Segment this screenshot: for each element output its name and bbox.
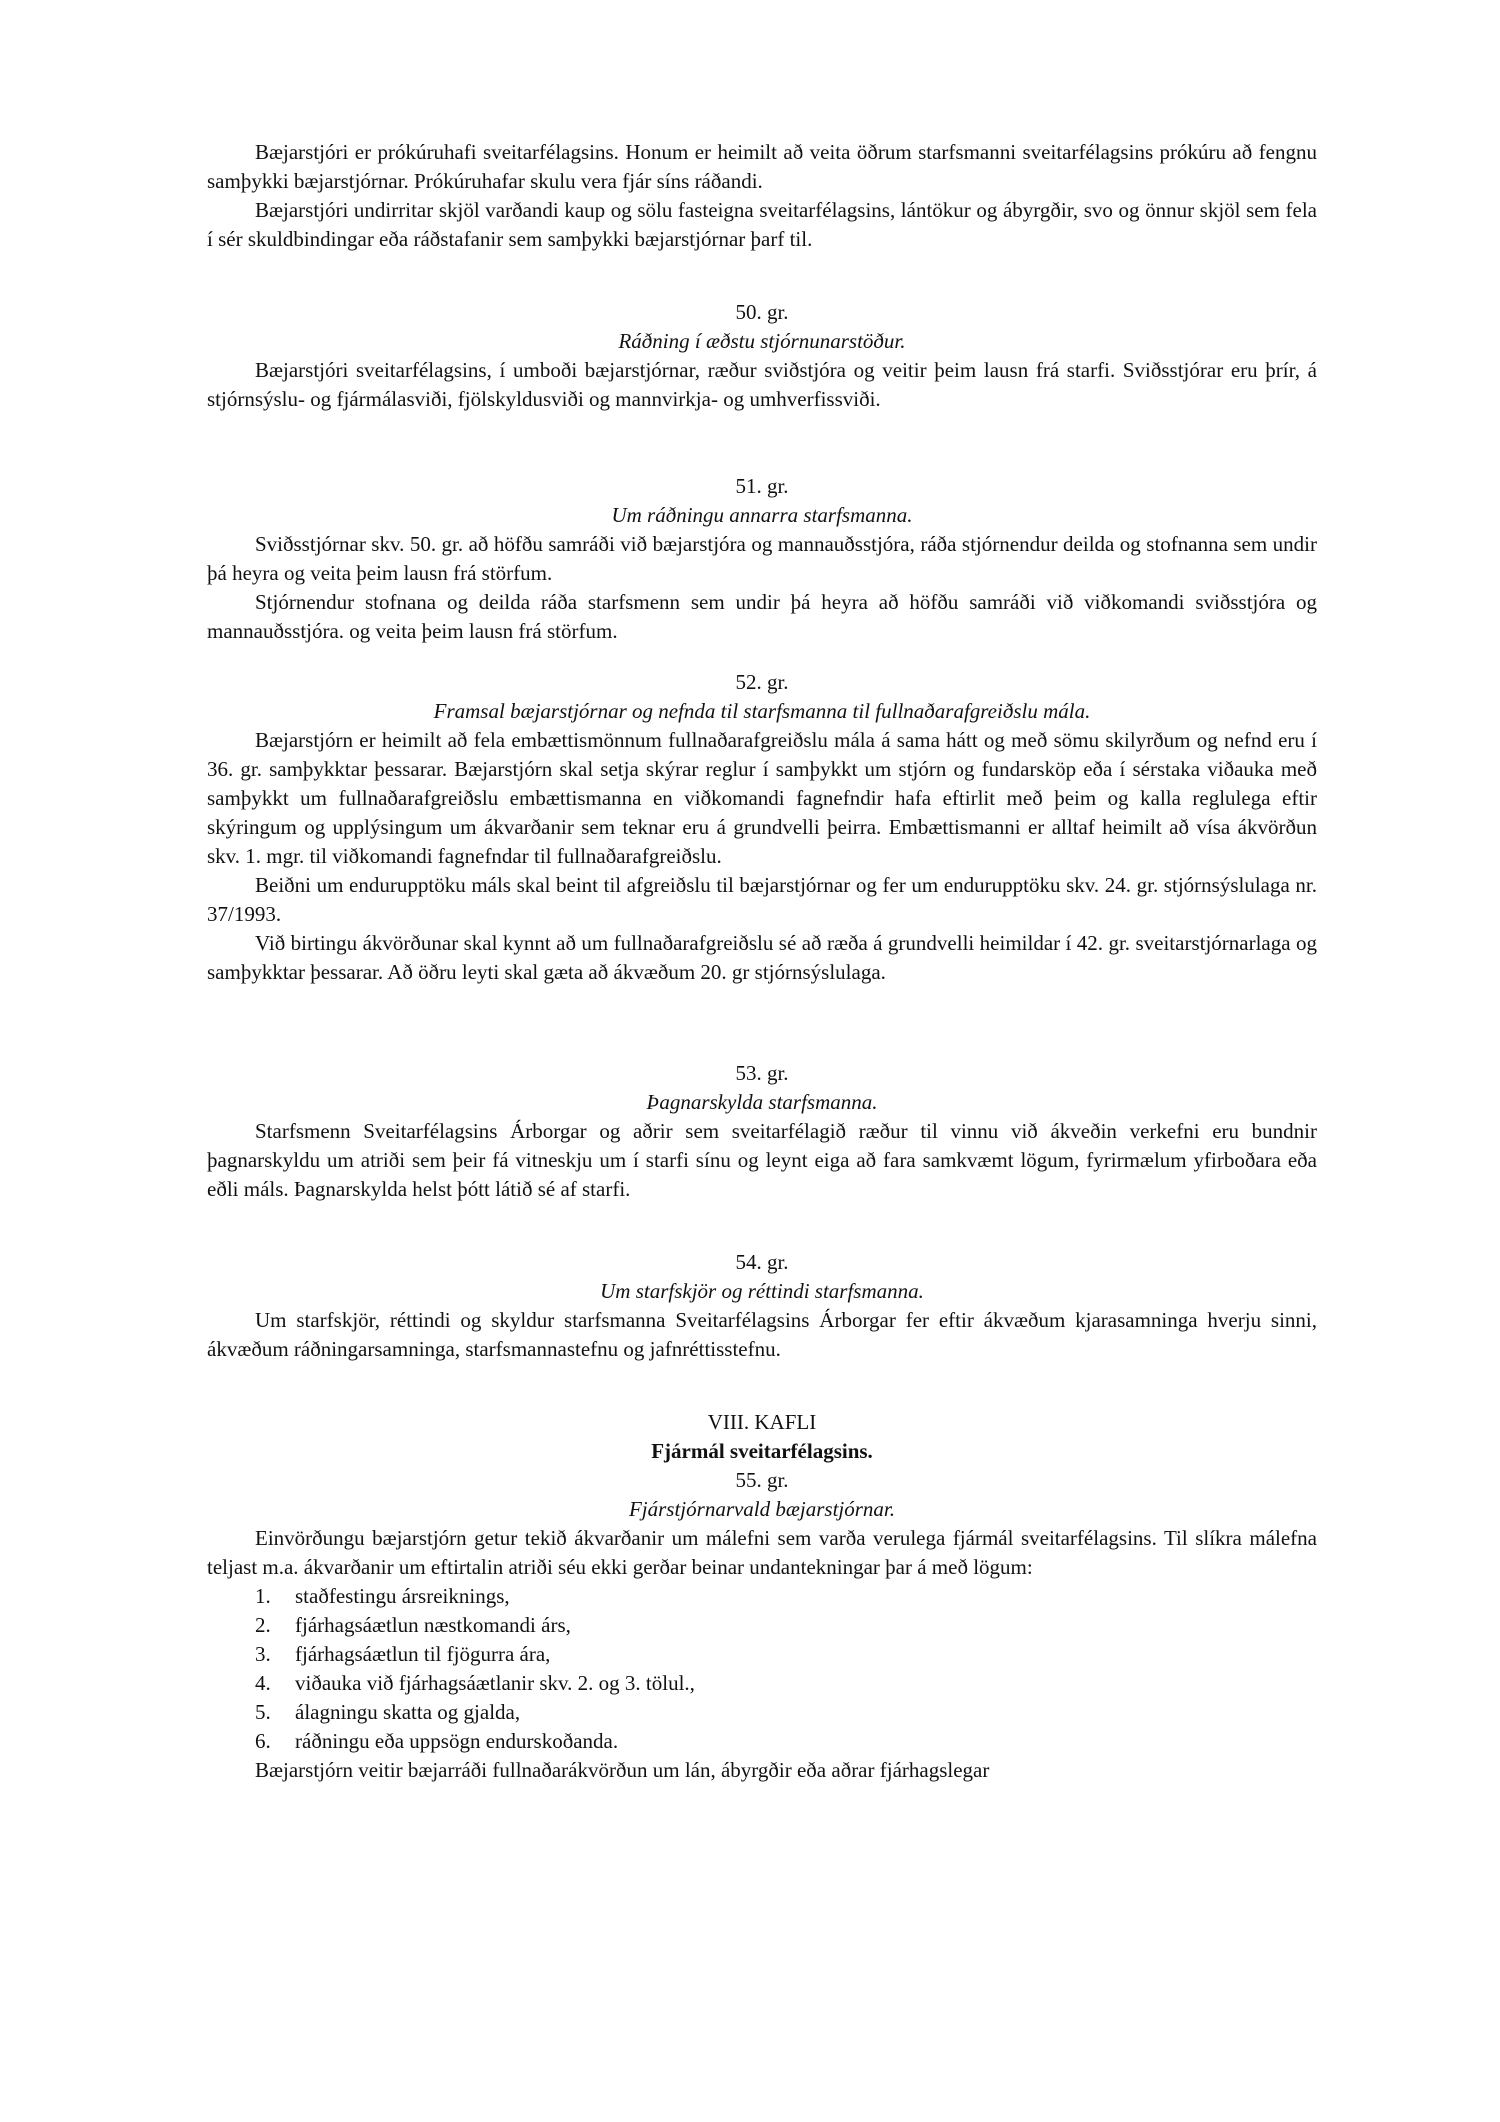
- chapter-label: VIII. KAFLI: [707, 1410, 817, 1434]
- list-item-number: 1.: [255, 1584, 271, 1608]
- document-page: [207, 138, 1317, 1785]
- article-55-number: 55. gr.: [735, 1468, 789, 1492]
- chapter-title: Fjármál sveitarfélagsins.: [651, 1439, 873, 1463]
- list-item: [207, 1669, 1317, 1698]
- list-item: [207, 1582, 1317, 1611]
- intro-paragraph-1: Bæjarstjóri er prókúruhafi sveitarfélagsins. Honum er heimilt að veita öðrum starfsmanni sveitarfélagsins prókúru að fengnu samþykki bæjarstjórnar. Prókúruhafar skulu vera fjár síns ráðandi.: [207, 140, 1317, 193]
- article-52-paragraph-2: Beiðni um endurupptöku máls skal beint til afgreiðslu til bæjarstjórnar og fer um endurupptöku skv. 24. gr. stjórnsýslulaga nr. 37/1993.: [207, 873, 1317, 926]
- article-52-paragraph-1: Bæjarstjórn er heimilt að fela embættismönnum fullnaðarafgreiðslu mála á sama hátt og með sömu skilyrðum og nefnd eru í 36. gr. samþykktar þessarar. Bæjarstjórn skal setja skýrar reglur í samþykkt um stjórn og fundarsköp eða í sérstaka viðauka með samþykkt um fullnaðarafgreiðslu embættismanna en viðkomandi fagnefndir hafa eftirlit með þeim og kalla reglulega eftir skýringum og upplýsingum um ákvarðanir sem teknar eru á grundvelli þeirra. Embættismanni er alltaf heimilt að vísa ákvörðun skv. 1. mgr. til viðkomandi fagnefndar til fullnaðarafgreiðslu.: [207, 728, 1317, 868]
- article-55-paragraph-2: Bæjarstjórn veitir bæjarráði fullnaðarákvörðun um lán, ábyrgðir eða aðrar fjárhagslegar: [255, 1758, 990, 1782]
- article-52-number: 52. gr.: [735, 670, 789, 694]
- article-55-title: Fjárstjórnarvald bæjarstjórnar.: [628, 1497, 896, 1521]
- list-item-number: 4.: [255, 1671, 271, 1695]
- list-item-text: álagningu skatta og gjalda,: [295, 1700, 521, 1724]
- article-53-title: Þagnarskylda starfsmanna.: [646, 1090, 878, 1114]
- article-54-paragraph-1: Um starfskjör, réttindi og skyldur starfsmanna Sveitarfélagsins Árborgar fer eftir ákvæðum kjarasamninga hverju sinni, ákvæðum ráðningarsamninga, starfsmannastefnu og jafnréttisstefnu.: [207, 1308, 1317, 1361]
- article-52-title: Framsal bæjarstjórnar og nefnda til starfsmanna til fullnaðarafgreiðslu mála.: [433, 699, 1091, 723]
- article-54-title: Um starfskjör og réttindi starfsmanna.: [600, 1279, 924, 1303]
- list-item-text: staðfestingu ársreiknings,: [295, 1584, 510, 1608]
- list-item-number: 5.: [255, 1700, 271, 1724]
- article-55-paragraph-1: Einvörðungu bæjarstjórn getur tekið ákvarðanir um málefni sem varða verulega fjármál sveitarfélagsins. Til slíkra málefna teljast m.a. ákvarðanir um eftirtalin atriði séu ekki gerðar beinar undantekningar þar á með lögum:: [207, 1526, 1317, 1579]
- article-52-paragraph-3: Við birtingu ákvörðunar skal kynnt að um fullnaðarafgreiðslu sé að ræða á grundvelli heimildar í 42. gr. sveitarstjórnarlaga og samþykktar þessarar. Að öðru leyti skal gæta að ákvæðum 20. gr stjórnsýslulaga.: [207, 931, 1317, 984]
- article-51-title: Um ráðningu annarra starfsmanna.: [611, 503, 913, 527]
- list-item-number: 6.: [255, 1729, 271, 1753]
- list-item-number: 2.: [255, 1613, 271, 1637]
- article-50-number: 50. gr.: [735, 300, 789, 324]
- list-item-text: ráðningu eða uppsögn endurskoðanda.: [295, 1729, 619, 1753]
- article-51-paragraph-1: Sviðsstjórnar skv. 50. gr. að höfðu samráði við bæjarstjóra og mannauðsstjóra, ráða stjórnendur deilda og stofnanna sem undir þá heyra og veita þeim lausn frá störfum.: [207, 532, 1317, 585]
- article-55-list: [207, 1582, 1317, 1756]
- article-54-number: 54. gr.: [735, 1250, 789, 1274]
- article-53-number: 53. gr.: [735, 1061, 789, 1085]
- article-53-paragraph-1: Starfsmenn Sveitarfélagsins Árborgar og aðrir sem sveitarfélagið ræður til vinnu við ákveðin verkefni eru bundnir þagnarskyldu um atriði sem þeir fá vitneskju um í starfi sínu og leynt eiga að fara samkvæmt lögum, fyrirmælum yfirboðara eða eðli máls. Þagnarskylda helst þótt látið sé af starfi.: [207, 1119, 1317, 1201]
- list-item: [207, 1640, 1317, 1669]
- list-item-number: 3.: [255, 1642, 271, 1666]
- list-item-text: fjárhagsáætlun til fjögurra ára,: [295, 1642, 551, 1666]
- article-51-paragraph-2: Stjórnendur stofnana og deilda ráða starfsmenn sem undir þá heyra að höfðu samráði við viðkomandi sviðsstjóra og mannauðsstjóra. og veita þeim lausn frá störfum.: [207, 590, 1317, 643]
- list-item: [207, 1727, 1317, 1756]
- list-item-text: viðauka við fjárhagsáætlanir skv. 2. og 3. tölul.,: [295, 1671, 695, 1695]
- article-50-paragraph-1: Bæjarstjóri sveitarfélagsins, í umboði bæjarstjórnar, ræður sviðstjóra og veitir þeim lausn frá starfi. Sviðsstjórar eru þrír, á stjórnsýslu- og fjármálasviði, fjölskyldusviði og mannvirkja- og umhverfissviði.: [207, 358, 1317, 411]
- article-51-number: 51. gr.: [735, 474, 789, 498]
- list-item: [207, 1611, 1317, 1640]
- intro-paragraph-2: Bæjarstjóri undirritar skjöl varðandi kaup og sölu fasteigna sveitarfélagsins, lántökur og ábyrgðir, svo og önnur skjöl sem fela í sér skuldbindingar eða ráðstafanir sem samþykki bæjarstjórnar þarf til.: [207, 198, 1317, 251]
- article-50-title: Ráðning í æðstu stjórnunarstöður.: [618, 329, 906, 353]
- list-item-text: fjárhagsáætlun næstkomandi árs,: [295, 1613, 571, 1637]
- list-item: [207, 1698, 1317, 1727]
